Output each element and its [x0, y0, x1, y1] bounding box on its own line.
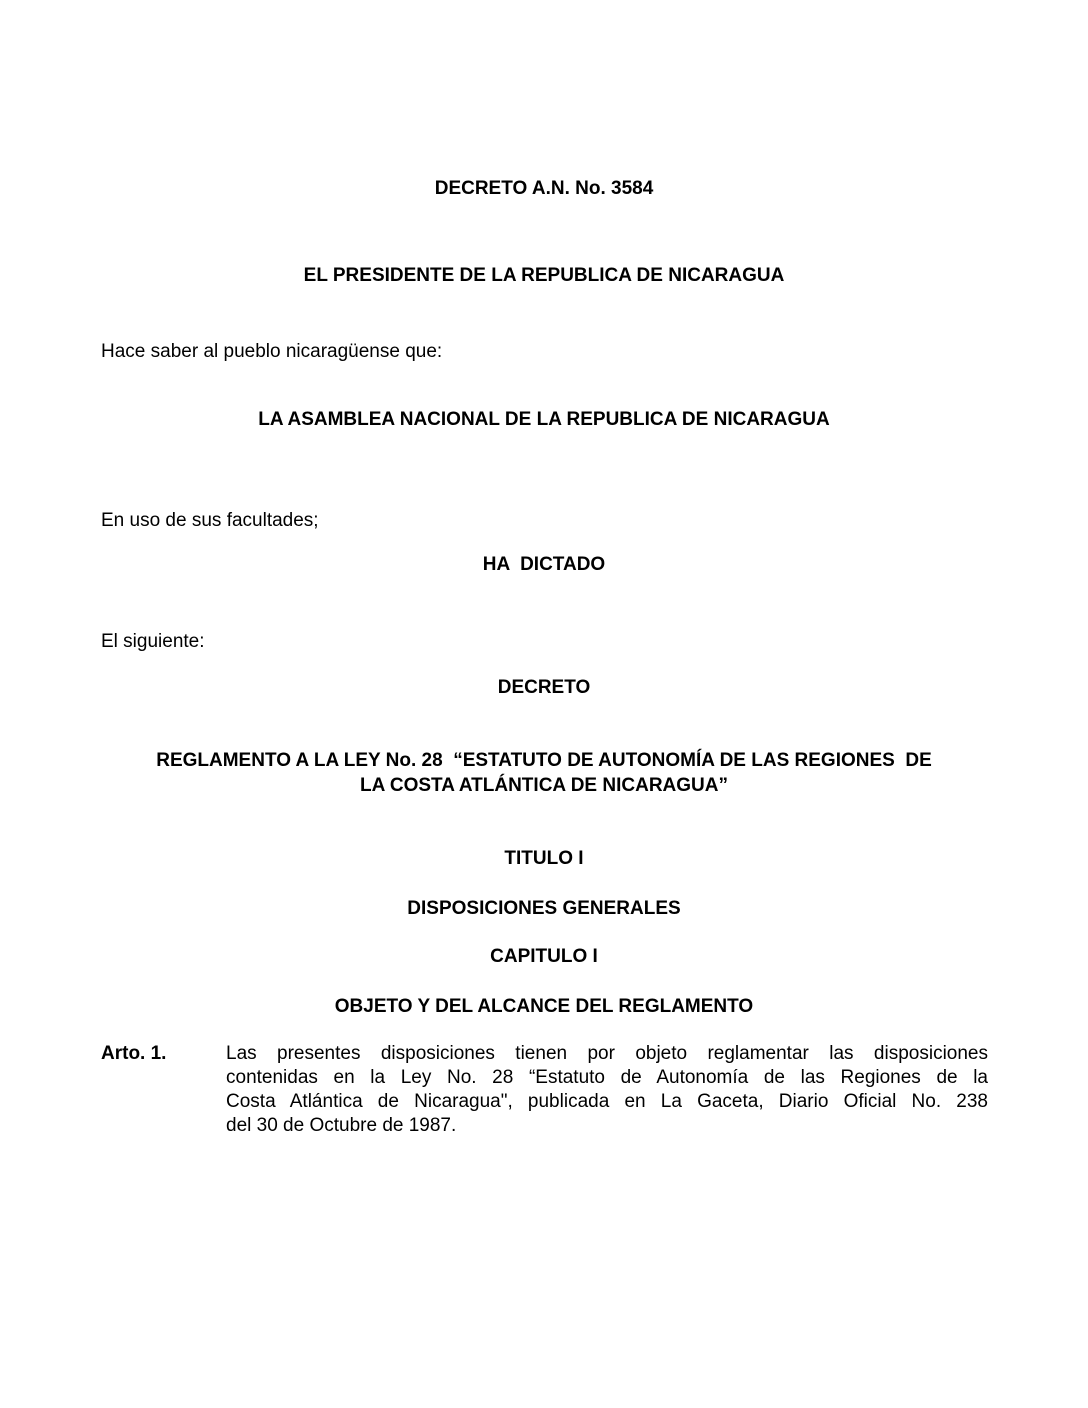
powers-text: En uso de sus facultades;	[101, 510, 319, 531]
object-heading: OBJETO Y DEL ALCANCE DEL REGLAMENTO	[334, 996, 754, 1017]
title-heading: TITULO I	[504, 848, 584, 869]
decree-heading: DECRETO	[497, 677, 591, 698]
president-heading: EL PRESIDENTE DE LA REPUBLICA DE NICARAGUA	[303, 265, 785, 286]
article-1-label: Arto. 1.	[101, 1043, 167, 1064]
chapter-heading: CAPITULO I	[490, 946, 598, 967]
following-text: El siguiente:	[101, 631, 205, 652]
assembly-heading: LA ASAMBLEA NACIONAL DE LA REPUBLICA DE NICARAGUA	[258, 409, 830, 430]
article-1-line: Costa Atlántica de Nicaragua", publicada en La Gaceta, Diario Oficial No. 238	[226, 1091, 988, 1112]
article-1-body	[226, 1042, 988, 1138]
regulation-title-line-1: REGLAMENTO A LA LEY No. 28 “ESTATUTO DE AUTONOMÍA DE LAS REGIONES DE	[156, 750, 932, 771]
article-1-line: contenidas en la Ley No. 28 “Estatuto de Autonomía de las Regiones de la	[226, 1067, 988, 1088]
announce-text: Hace saber al pueblo nicaragüense que:	[101, 341, 443, 362]
dictated-heading: HA DICTADO	[482, 554, 606, 575]
regulation-title-line-2: LA COSTA ATLÁNTICA DE NICARAGUA”	[359, 775, 728, 796]
decree-number: DECRETO A.N. No. 3584	[434, 178, 654, 199]
general-provisions-heading: DISPOSICIONES GENERALES	[407, 898, 681, 919]
article-1-line: del 30 de Octubre de 1987.	[226, 1115, 457, 1136]
article-1-line: Las presentes disposiciones tienen por objeto reglamentar las disposiciones	[226, 1043, 988, 1064]
